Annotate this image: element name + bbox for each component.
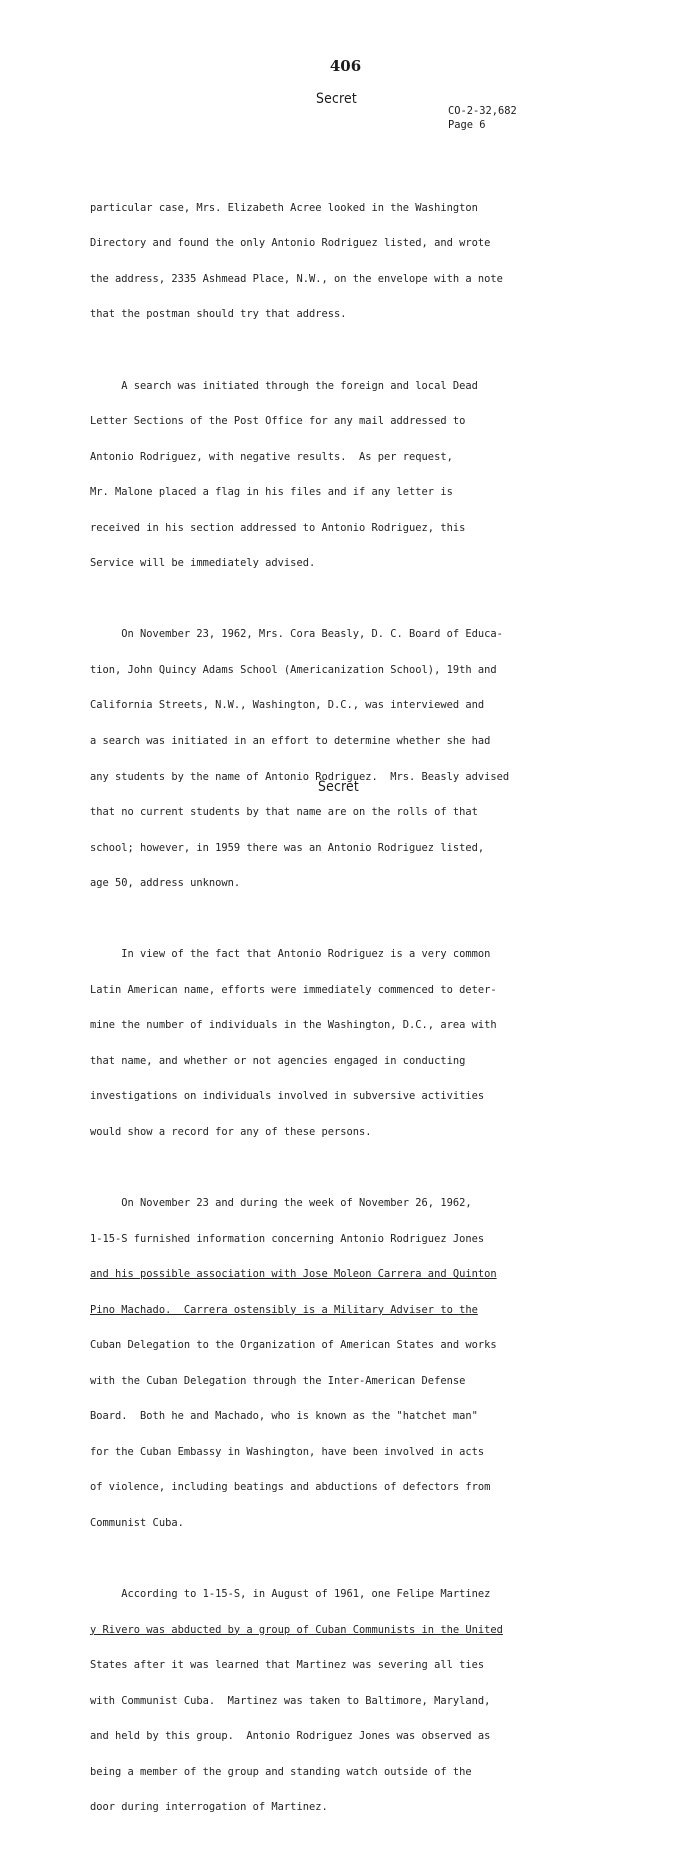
classification-header: Secret (316, 91, 357, 107)
text-line: age 50, address unknown. (90, 877, 241, 890)
text-line: A search was initiated through the foreign and local Dead (90, 379, 478, 392)
text-line: a search was initiated in an effort to determine whether she had (90, 734, 491, 747)
text-line: Letter Sections of the Post Office for any mail addressed to (90, 415, 466, 428)
text-line: any students by the name of Antonio Rodriguez. Mrs. Beasly advised (90, 770, 510, 783)
text-line: door during interrogation of Martinez. (90, 1801, 328, 1814)
page-label: Page 6 (448, 119, 486, 131)
text-line: In view of the fact that Antonio Rodriguez is a very common (90, 948, 491, 961)
page-number: 406 (329, 57, 362, 75)
text-line: Directory and found the only Antonio Rodriguez listed, and wrote (90, 237, 491, 250)
text-line: school; however, in 1959 there was an Antonio Rodriguez listed, (90, 841, 485, 854)
paragraph-abduction (90, 1566, 590, 1838)
paragraph-informant-report (90, 1175, 590, 1554)
text-line: with the Cuban Delegation through the Inter-American Defense (90, 1374, 466, 1387)
text-line: Cuban Delegation to the Organization of American States and works (90, 1339, 497, 1352)
text-line: that the postman should try that address. (90, 308, 347, 321)
text-line: and his possible association with Jose Moleon Carrera and Quinton (90, 1268, 497, 1281)
text-line: that name, and whether or not agencies engaged in conducting (90, 1054, 466, 1067)
text-line: being a member of the group and standing watch outside of the (90, 1765, 472, 1778)
text-line: for the Cuban Embassy in Washington, have been involved in acts (90, 1445, 485, 1458)
text-line: According to 1-15-S, in August of 1961, one Felipe Martinez (90, 1588, 491, 1601)
paragraph-mail-directory (90, 179, 590, 345)
text-line: y Rivero was abducted by a group of Cuban Communists in the United (90, 1623, 503, 1636)
text-line: tion, John Quincy Adams School (Americanization School), 19th and (90, 663, 497, 676)
text-line: On November 23, 1962, Mrs. Cora Beasly, D. C. Board of Educa- (90, 628, 503, 641)
document-reference (448, 104, 517, 132)
text-line: Pino Machado. Carrera ostensibly is a Military Adviser to the (90, 1303, 478, 1316)
text-line: Latin American name, efforts were immediately commenced to deter- (90, 983, 497, 996)
text-line: mine the number of individuals in the Washington, D.C., area with (90, 1019, 497, 1032)
document-body (90, 179, 590, 1850)
text-line: with Communist Cuba. Martinez was taken to Baltimore, Maryland, (90, 1694, 491, 1707)
text-line: Service will be immediately advised. (90, 557, 316, 570)
paragraph-common-name (90, 926, 590, 1163)
text-line: 1-15-S furnished information concerning Antonio Rodriguez Jones (90, 1232, 485, 1245)
text-line: particular case, Mrs. Elizabeth Acree looked in the Washington (90, 201, 478, 214)
text-line: that no current students by that name are on the rolls of that (90, 806, 478, 819)
paragraph-board-of-education (90, 606, 590, 914)
classification-footer: Secret (318, 779, 359, 795)
text-line: and held by this group. Antonio Rodriguez Jones was observed as (90, 1730, 491, 1743)
text-line: California Streets, N.W., Washington, D.C., was interviewed and (90, 699, 485, 712)
document-number: CO-2-32,682 (448, 105, 517, 117)
text-line: Mr. Malone placed a flag in his files and if any letter is (90, 486, 453, 499)
text-line: the address, 2335 Ashmead Place, N.W., on the envelope with a note (90, 272, 503, 285)
paragraph-dead-letter-search (90, 357, 590, 594)
text-line: would show a record for any of these persons. (90, 1125, 372, 1138)
text-line: Antonio Rodriguez, with negative results. As per request, (90, 450, 453, 463)
text-line: Board. Both he and Machado, who is known as the "hatchet man" (90, 1410, 478, 1423)
text-line: received in his section addressed to Antonio Rodriguez, this (90, 521, 466, 534)
text-line: On November 23 and during the week of November 26, 1962, (90, 1197, 472, 1210)
text-line: investigations on individuals involved in subversive activities (90, 1090, 485, 1103)
text-line: Communist Cuba. (90, 1516, 184, 1529)
text-line: States after it was learned that Martinez was severing all ties (90, 1659, 485, 1672)
text-line: of violence, including beatings and abductions of defectors from (90, 1481, 491, 1494)
